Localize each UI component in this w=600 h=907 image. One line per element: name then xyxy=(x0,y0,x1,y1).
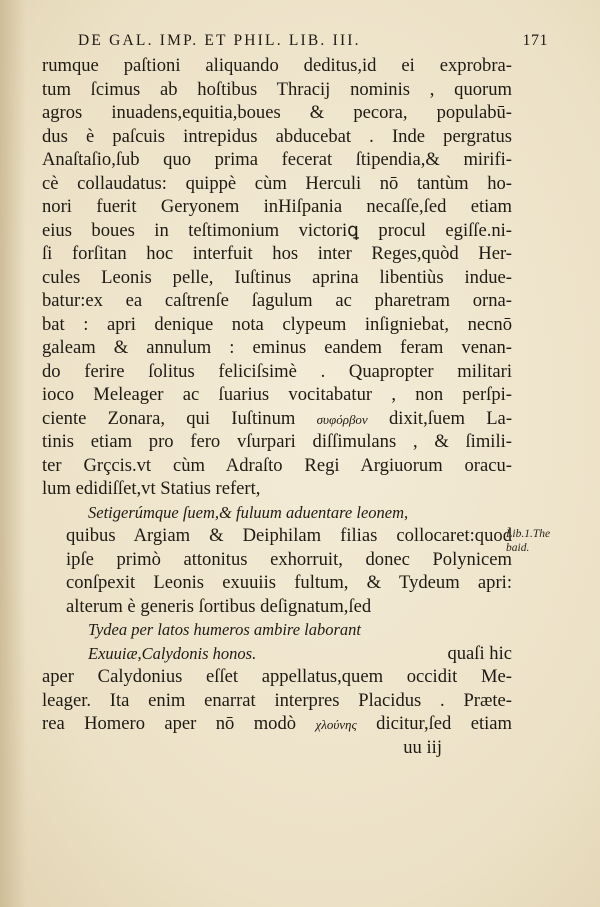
catchword-line xyxy=(42,736,512,760)
greek-word: συφόρβον xyxy=(316,411,368,427)
page-number: 171 xyxy=(522,32,548,49)
text-line: eius boues in teſtimonium victoriꝗ procul egiſſe.ni- xyxy=(42,219,512,241)
text-line: conſpexit Leonis exuuiis fultum, & Tydeum apri: xyxy=(66,572,512,593)
text-line: ſi forſitan hoc interfuit hos inter Reges,quòd Her- xyxy=(42,243,512,264)
text-line: cules Leonis pelle, Iuſtinus aprina libentiùs indue- xyxy=(42,266,512,288)
text-segment: quaſi hic xyxy=(447,642,512,664)
binding-gutter xyxy=(0,0,26,907)
text-segment: rea Homero aper nō modò xyxy=(42,713,297,734)
text-line: lum edidiſſet,vt Statius refert, xyxy=(42,478,261,499)
verse-quote-line: Setigerúmque ſuem,& fuluum aduentare leonem, xyxy=(88,502,409,522)
margin-note-line: baid. xyxy=(506,542,530,554)
verse-quote-segment: Exuuiæ,Calydonis honos. xyxy=(88,643,257,663)
text-line: do ferire ſolitus feliciſsimè . Quapropter militari xyxy=(42,360,512,382)
margin-note-line: Lib.1.The xyxy=(506,528,551,540)
running-title: DE GAL. IMP. ET PHIL. LIB. III. xyxy=(78,32,361,49)
text-line: agros inuadens,equitia,boues & pecora, populabū- xyxy=(42,102,512,123)
text-segment: dixit,ſuem La- xyxy=(389,407,513,429)
text-line: nori fuerit Geryonem inHiſpania necaſſe,ſed etiam xyxy=(42,196,512,217)
text-line: alterum è generis ſortibus deſignatum,ſed xyxy=(66,595,372,617)
text-line: Anaſtaſio,ſub quo prima fecerat ſtipendia,& mirifi- xyxy=(42,149,512,170)
text-segment: dicitur,ſed etiam xyxy=(376,713,513,734)
running-head xyxy=(78,32,548,50)
text-line: bat : apri denique nota clypeum inſigniebat, necnō xyxy=(42,313,512,335)
text-line: cè collaudatus: quippè cùm Herculi nō tantùm ho- xyxy=(42,172,512,194)
text-line: tinis etiam pro fero vſurpari diſſimulans , & ſimili- xyxy=(42,431,512,452)
text-line xyxy=(42,642,512,666)
text-line: ipſe primò attonitus exhorruit, donec Polynicem xyxy=(66,548,512,570)
text-line: quibus Argiam & Deiphilam filias collocaret:quod xyxy=(66,525,512,546)
greek-word: χλούνης xyxy=(315,717,357,732)
text-line: ter Grçcis.vt cùm Adraſto Regi Argiuorum oracu- xyxy=(42,454,512,476)
text-line xyxy=(42,712,512,736)
text-line: ioco Meleager ac ſuarius vocitabatur , non perſpi- xyxy=(42,384,512,405)
margin-note xyxy=(506,527,562,555)
text-line: batur:ex ea caſtrenſe ſagulum ac pharetram orna- xyxy=(42,290,512,311)
text-line xyxy=(42,407,512,431)
body-text xyxy=(42,54,512,759)
text-line: leager. Ita enim enarrat interpres Placidus . Præte- xyxy=(42,689,512,711)
text-segment: ciente Zonara, qui Iuſtinum xyxy=(42,407,296,429)
text-line: rumque paſtioni aliquando deditus,id ei exprobra- xyxy=(42,55,512,76)
catchword: uu iij xyxy=(403,736,442,758)
text-line: galeam & annulum : eminus eandem feram venan- xyxy=(42,337,512,358)
verse-quote-line: Tydea per latos humeros ambire laborant xyxy=(88,620,361,639)
text-line: aper Calydonius eſſet appellatus,quem occidit Me- xyxy=(42,666,512,687)
text-line: dus è paſcuis intrepidus abducebat . Inde pergratus xyxy=(42,125,512,147)
text-line: tum ſcimus ab hoſtibus Thracij nominis , quorum xyxy=(42,78,512,100)
